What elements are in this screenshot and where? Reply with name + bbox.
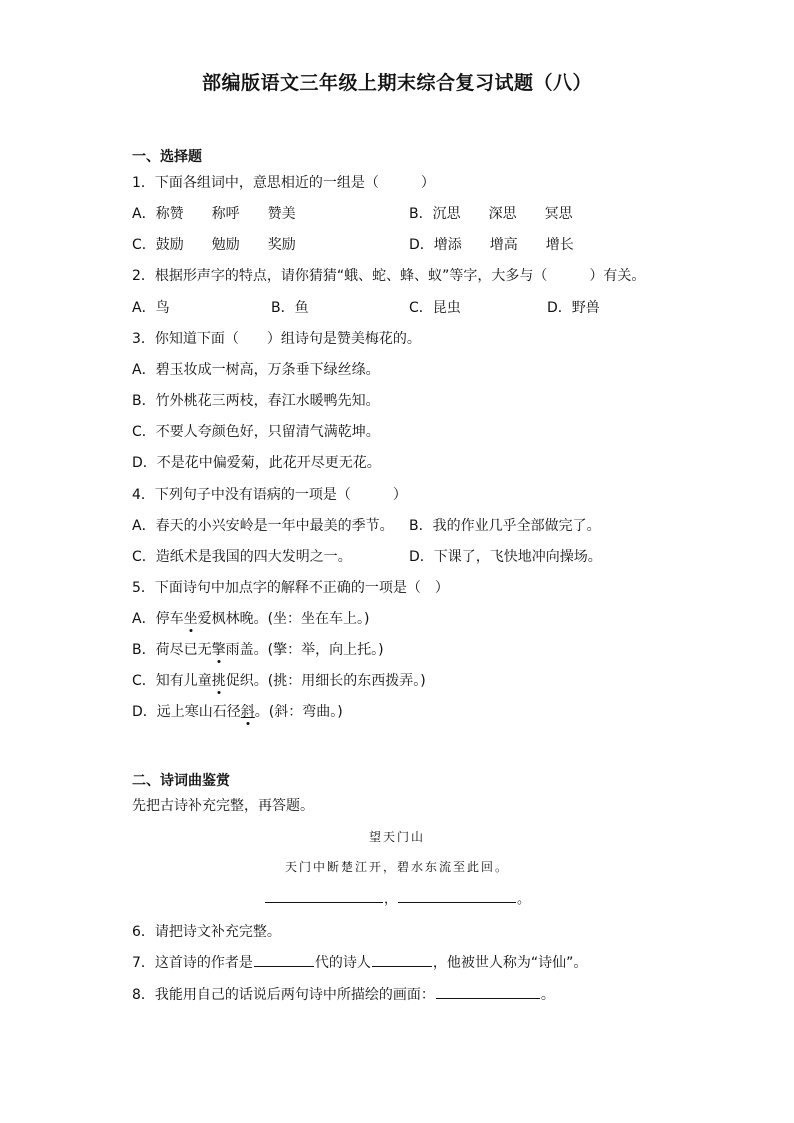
answer-blank-dynasty[interactable]	[254, 952, 314, 967]
question-6: 6．请把诗文补充完整。	[132, 924, 281, 940]
option-text: C．知有儿童	[132, 673, 212, 689]
dotted-character: 坐	[183, 611, 198, 627]
answer-blank-poet[interactable]	[372, 952, 432, 967]
question-1-option-d: D．增添 增高 增长	[409, 237, 574, 253]
question-3-stem: 3．你知道下面（ ）组诗句是赞美梅花的。	[132, 331, 421, 347]
question-2-option-a: A．鸟	[132, 300, 170, 316]
option-text: A．停车	[132, 611, 184, 627]
question-1-option-a: A．称赞 称呼 赞美	[132, 206, 296, 222]
page-title: 部编版语文三年级上期末综合复习试题（八）	[201, 72, 592, 94]
dotted-character: 斜	[240, 704, 255, 720]
question-3-option-d: D．不是花中偏爱菊，此花开尽更无花。	[132, 455, 381, 471]
poem-line-1: 天门中断楚江开，碧水东流至此回。	[284, 860, 509, 874]
question-5-option-c	[132, 670, 426, 690]
question-text: 8．我能用自己的话说后两句诗中所描绘的画面：	[132, 987, 435, 1003]
question-4-option-a: A．春天的小兴安岭是一年中最美的季节。	[132, 518, 394, 534]
end-mark: 。	[517, 892, 531, 907]
question-4-option-c: C．造纸术是我国的四大发明之一。	[132, 549, 352, 565]
question-4-option-b: B．我的作业几乎全部做完了。	[409, 518, 601, 534]
question-2-option-b: B．鱼	[271, 300, 309, 316]
question-2-option-d: D．野兽	[547, 300, 600, 316]
poem-title: 望天门山	[368, 830, 425, 844]
question-3-option-c: C．不要人夸颜色好，只留清气满乾坤。	[132, 424, 380, 440]
question-text: ，他被世人称为“诗仙”。	[432, 955, 588, 971]
instruction-text: 先把古诗补充完整，再答题。	[132, 798, 314, 814]
question-5-stem: 5．下面诗句中加点字的解释不正确的一项是（ ）	[132, 580, 449, 596]
option-text: 雨盖。(擎：举，向上托。)	[225, 642, 384, 658]
section-heading-poetry: 二、诗词曲鉴赏	[132, 773, 230, 789]
question-5-option-a	[132, 608, 370, 628]
question-5-option-d	[132, 701, 343, 721]
question-3-option-b: B．竹外桃花三两枝，春江水暖鸭先知。	[132, 393, 380, 409]
question-7	[132, 952, 587, 972]
question-4-stem: 4．下列句子中没有语病的一项是（ ）	[132, 487, 407, 503]
question-5-option-b	[132, 639, 384, 659]
question-2-option-c: C．昆虫	[409, 300, 461, 316]
question-8	[132, 984, 555, 1004]
section-heading-choice: 一、选择题	[132, 149, 202, 165]
dotted-character: 擎	[211, 642, 226, 658]
question-text: 。	[540, 987, 555, 1003]
question-3-option-a: A．碧玉妆成一树高，万条垂下绿丝绦。	[132, 362, 380, 378]
question-2-stem: 2．根据形声字的特点，请你猜猜“蛾、蛇、蜂、蚁”等字，大多与（ ）有关。	[132, 268, 646, 284]
option-text: 促织。(挑：用细长的东西拨弄。)	[225, 673, 426, 689]
option-text: 爱枫林晚。(坐：坐在车上。)	[197, 611, 370, 627]
poem-fill-line	[264, 888, 530, 907]
option-text: 。(斜：弯曲。)	[254, 704, 343, 720]
question-text: 7．这首诗的作者是	[132, 955, 253, 971]
option-text: B．荷尽已无	[132, 642, 212, 658]
question-1-option-c: C．鼓励 勉励 奖励	[132, 237, 296, 253]
dotted-character: 挑	[211, 673, 226, 689]
option-text: D．远上寒山石径	[132, 704, 241, 720]
answer-blank[interactable]	[436, 984, 540, 999]
question-4-option-d: D．下课了，飞快地冲向操场。	[409, 549, 602, 565]
question-1-stem: 1．下面各组词中，意思相近的一组是（ ）	[132, 175, 435, 191]
answer-blank[interactable]	[398, 888, 516, 903]
question-text: 代的诗人	[314, 955, 371, 971]
question-1-option-b: B．沉思 深思 冥思	[409, 206, 573, 222]
answer-blank[interactable]	[265, 888, 383, 903]
separator: ，	[384, 892, 398, 907]
